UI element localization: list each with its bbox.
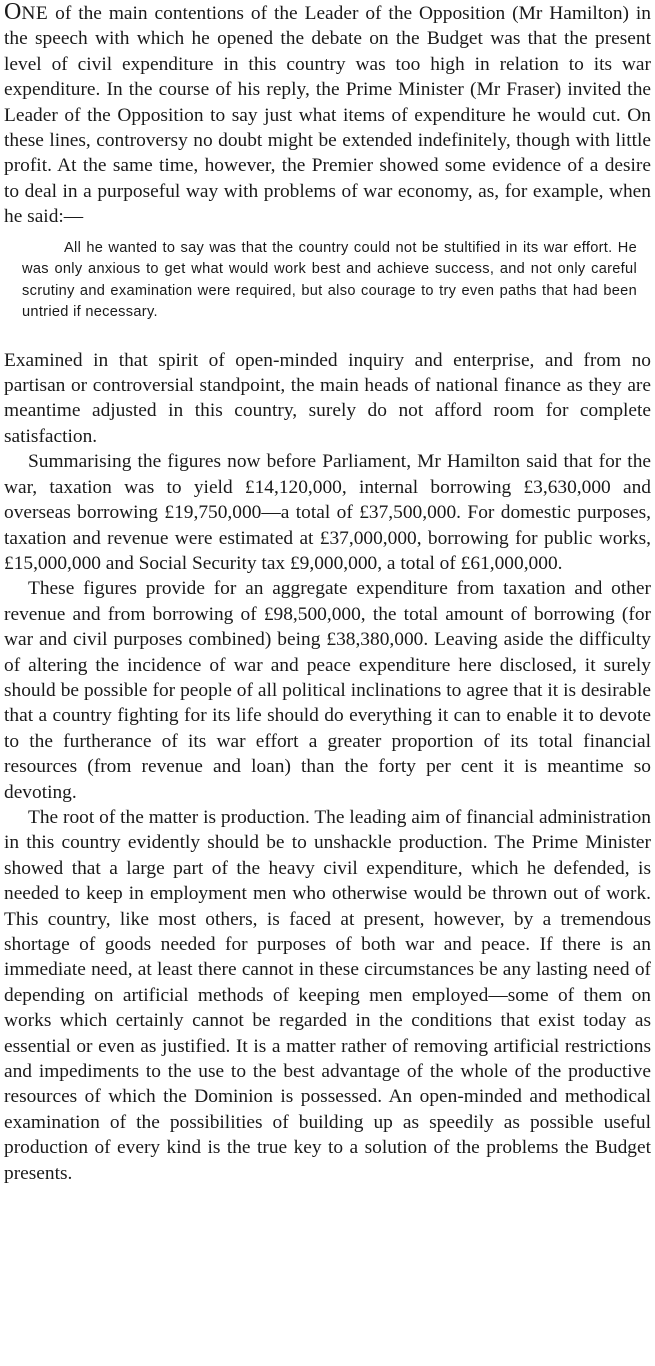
- opening-paragraph: [4, 0, 651, 230]
- block-quote: All he wanted to say was that the country could not be stultified in its war effort. He was only anxious to get what would work best and achieve success, and not only careful scrutiny and examination were required, but also courage to try even paths that had been untried if necessary.: [22, 239, 637, 321]
- paragraph-summarising: Summarising the figures now before Parliament, Mr Hamilton said that for the war, taxation was to yield £14,120,000, internal borrowing £3,630,000 and overseas borrowing £19,750,000—a total of £37,500,000. For domestic purposes, taxation and revenue were estimated at £37,000,000, borrowing for public works, £15,000,000 and Social Security tax £9,000,000, a total of £61,000,000.: [4, 451, 651, 574]
- paragraph-production: The root of the matter is production. The leading aim of financial administration in this country evidently should be to unshackle production. The Prime Minister showed that a large part of the heavy civil expenditure, which he defended, is needed to keep in employment men who otherwise would be thrown out of work. This country, like most others, is faced at present, however, by a tremendous shortage of goods needed for purposes of both war and peace. If there is an immediate need, at least there cannot in these circumstances be any lasting need of depending on artificial methods of keeping men employed—some of them on works which certainly cannot be regarded in the conditions that exist today as essential or even as justified. It is a matter rather of removing artificial restrictions and impediments to the use to the best advantage of the whole of the productive resources of which the Dominion is possessed. An open-minded and methodical examination of the possibilities of building up as speedily as possible useful production of every kind is the true key to a solution of the problems the Budget presents.: [4, 806, 651, 1184]
- paragraph-examined: Examined in that spirit of open-minded inquiry and enterprise, and from no partisan or controversial standpoint, the main heads of national finance as they are meantime adjusted in this country, surely do not afford room for complete satisfaction.: [4, 349, 651, 447]
- opening-small-caps: NE: [21, 3, 49, 24]
- opening-text: of the main contentions of the Leader of the Opposition (Mr Hamilton) in the speech with which he opened the debate on the Budget was that the present level of civil expenditure in this country was too high in relation to its war expenditure. In the course of his reply, the Prime Minister (Mr Fraser) invited the Leader of the Opposition to say just what items of expenditure he would cut. On these lines, controversy no doubt might be extended indefinitely, though with little profit. At the same time, however, the Premier showed some evidence of a desire to deal in a purposeful way with problems of war economy, as, for example, when he said:—: [4, 3, 651, 228]
- paragraph-figures: These figures provide for an aggregate expenditure from taxation and other revenue and from borrowing of £98,500,000, the total amount of borrowing (for war and civil purposes combined) being £38,380,000. Leaving aside the difficulty of altering the incidence of war and peace expenditure here disclosed, it surely should be possible for people of all political inclinations to agree that it is desirable that a country fighting for its life should do everything it can to enable it to devote to the furtherance of its war effort a greater proportion of its total financial resources (from revenue and loan) than the forty per cent it is meantime so devoting.: [4, 578, 651, 803]
- drop-cap: O: [4, 0, 22, 25]
